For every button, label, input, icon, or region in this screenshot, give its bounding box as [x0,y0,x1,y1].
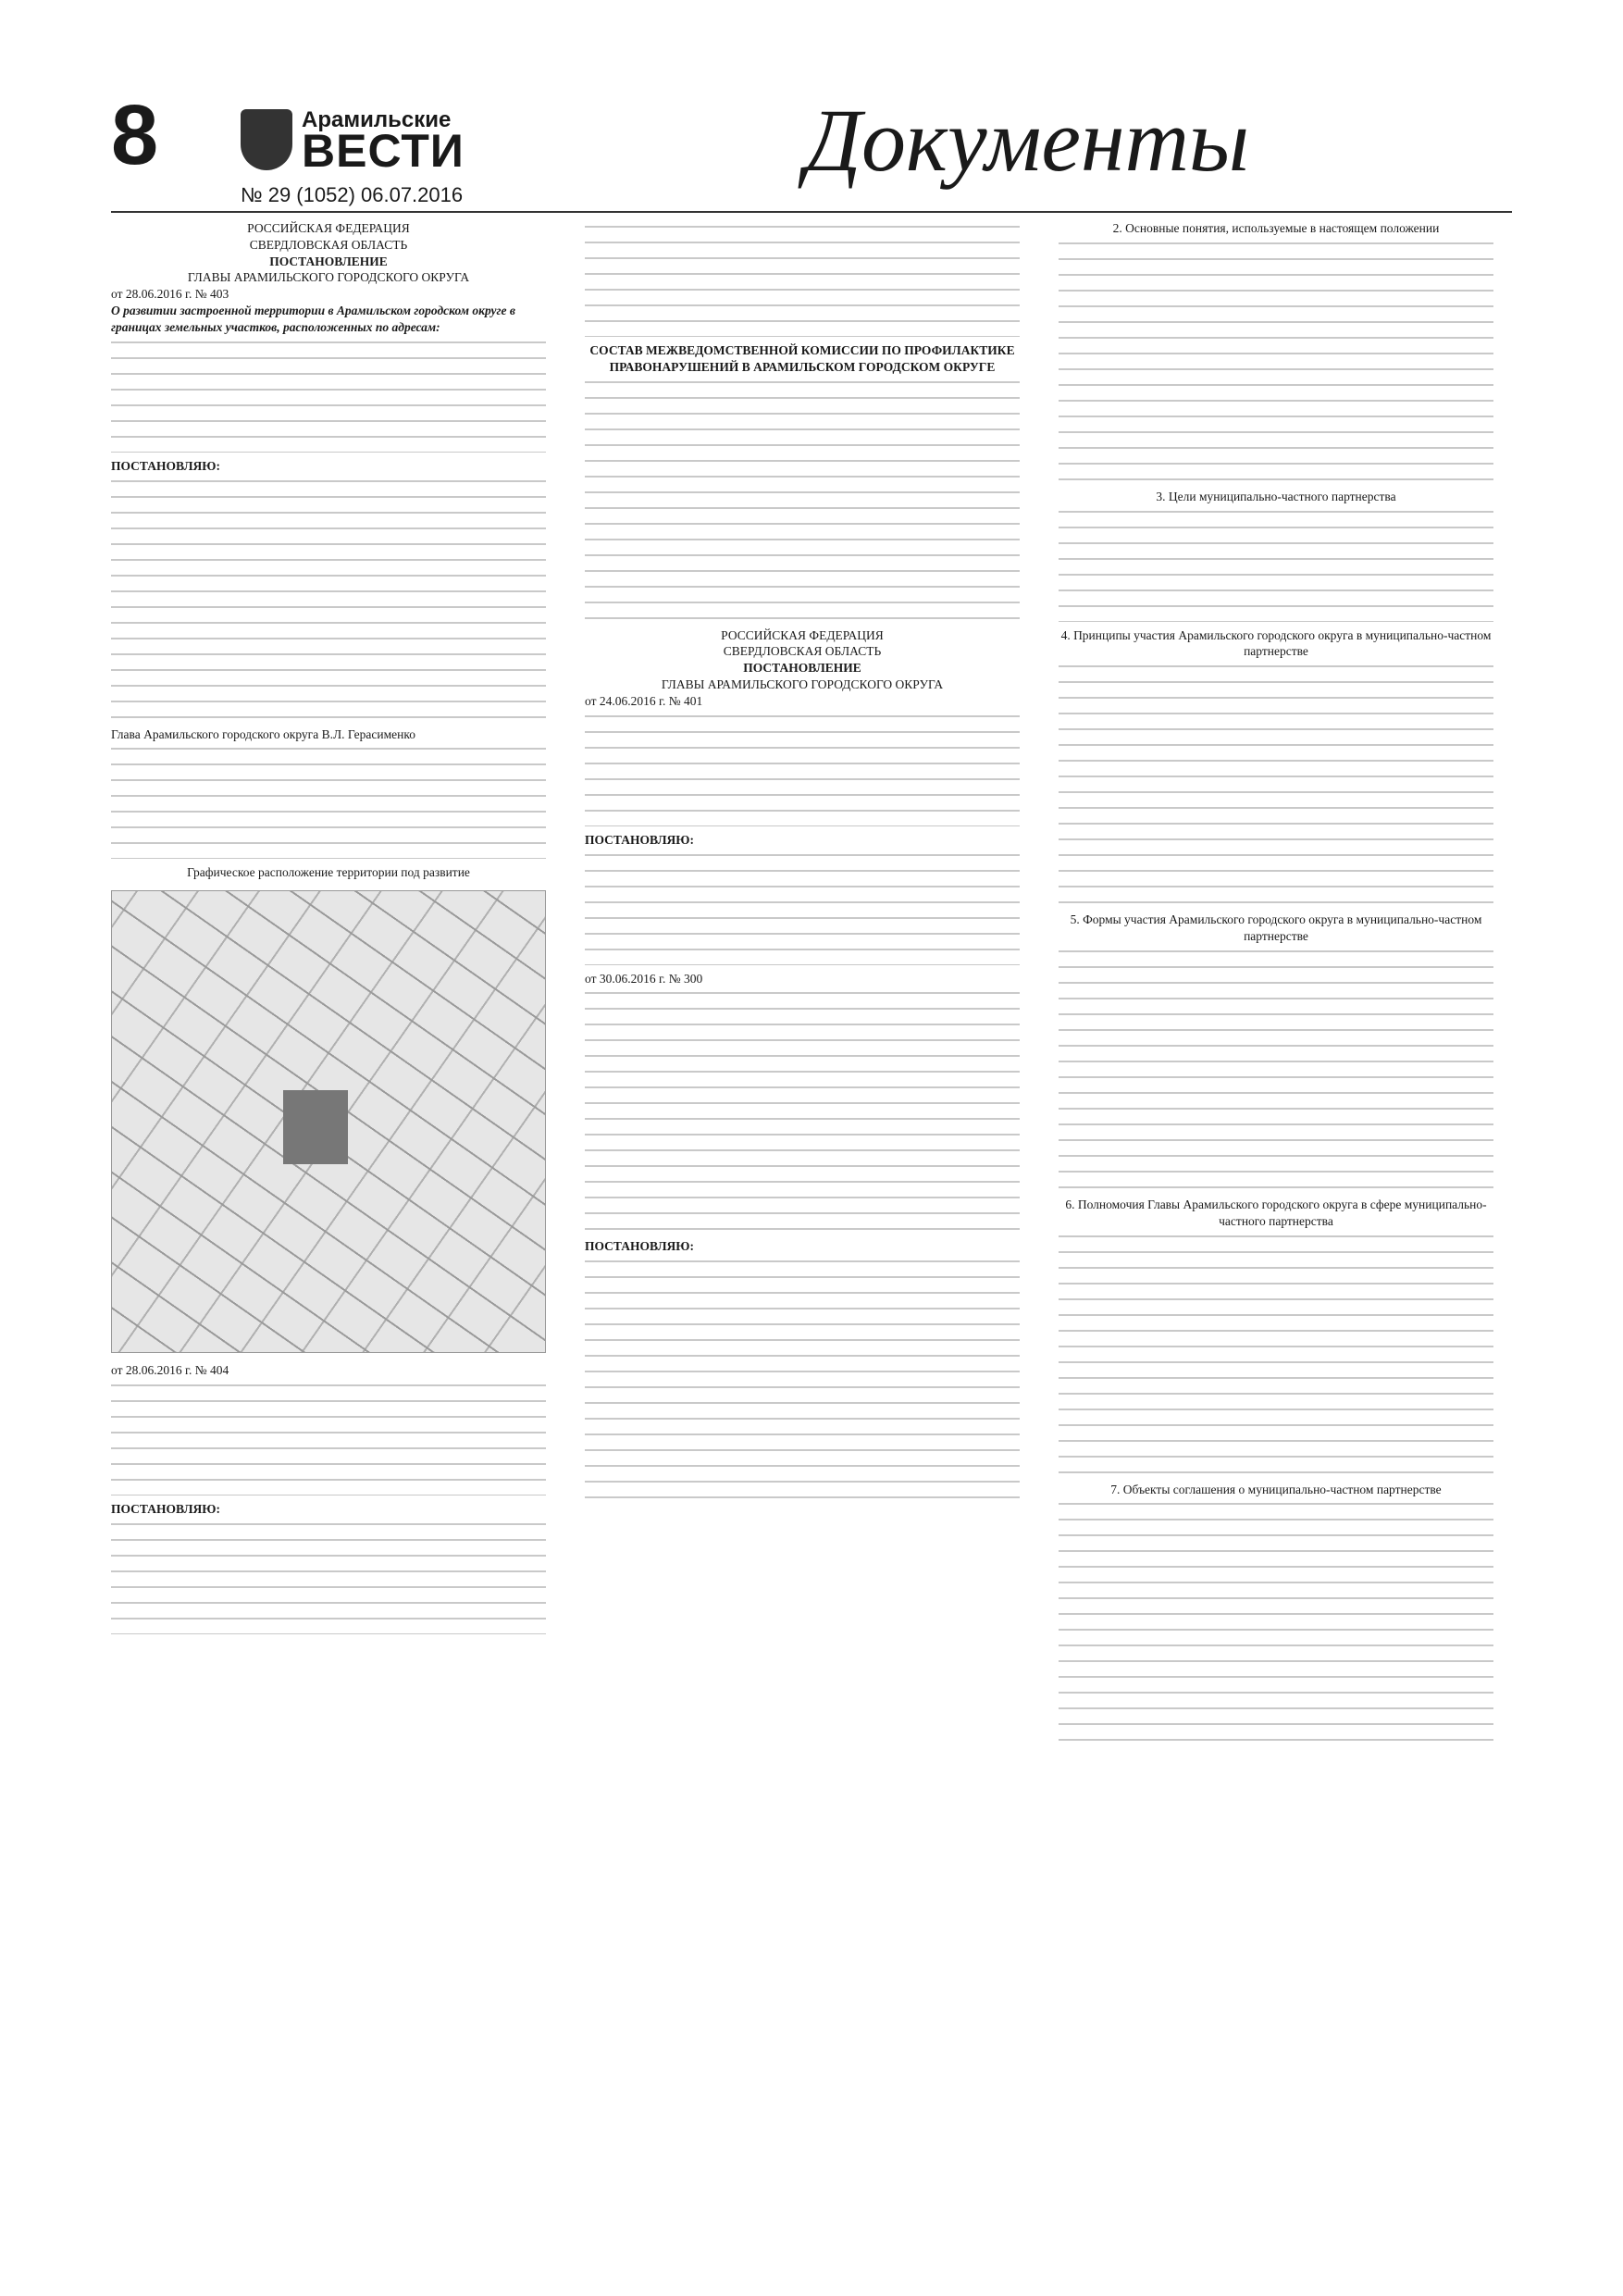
text-block [111,1523,546,1634]
text-block [585,854,1020,965]
heading-doc-type: ПОСТАНОВЛЕНИЕ [743,661,861,676]
text-block [111,341,546,453]
text-block [111,748,546,859]
logo-small-text: Арамильские [302,107,452,132]
text-block [585,226,1020,337]
text-block [1059,1503,1493,1744]
heading-doc-type: ПОСТАНОВЛЕНИЕ [269,254,388,268]
text-block [585,715,1020,826]
doc-date: от 28.06.2016 г. № 403 [111,287,229,302]
heading-issuer: ГЛАВЫ АРАМИЛЬСКОГО ГОРОДСКОГО ОКРУГА [661,677,944,692]
text-block [1059,665,1493,906]
newspaper-logo [241,100,465,183]
header-rule [111,211,1512,213]
text-block [1059,950,1493,1191]
map-site-marker [283,1090,348,1164]
section-heading: 4. Принципы участия Арамильского городского округа в муниципально-частном партнерстве [1060,627,1492,659]
heading-country: РОССИЙСКАЯ ФЕДЕРАЦИЯ [247,221,410,235]
issue-number: № 29 (1052) 06.07.2016 [241,183,464,206]
text-block [111,480,546,721]
doc-title: О развитии застроенной территории в Арамильском городском округе в границах земельных участков, расположенных по адресам: [111,304,515,334]
text-block [1059,1235,1493,1476]
text-block [585,1260,1020,1501]
section-heading: 5. Формы участия Арамильского городского округа в муниципально-частном партнерстве [1070,912,1482,944]
column-1 [111,220,546,1640]
doc-date: от 28.06.2016 г. № 404 [111,1363,229,1378]
text-block [1059,511,1493,622]
heading-issuer: ГЛАВЫ АРАМИЛЬСКОГО ГОРОДСКОГО ОКРУГА [187,270,470,285]
map-caption: Графическое расположение территории под развитие [187,865,470,880]
section-title: Документы [804,91,1249,190]
text-block [585,381,1020,622]
text-block [1059,242,1493,483]
heading-region: СВЕРДЛОВСКАЯ ОБЛАСТЬ [249,237,408,252]
section-heading: 6. Полномочия Главы Арамильского городского округа в сфере муниципально-частного партнерства [1065,1197,1487,1228]
doc-date: от 30.06.2016 г. № 300 [585,971,703,986]
coat-of-arms-icon [241,109,292,170]
decree-label: ПОСТАНОВЛЯЮ: [111,1501,220,1516]
section-heading: 2. Основные понятия, используемые в настоящем положении [1112,221,1440,235]
heading-region: СВЕРДЛОВСКАЯ ОБЛАСТЬ [723,644,882,659]
text-block [585,992,1020,1233]
column-3 [1059,220,1493,1749]
commission-title: СОСТАВ МЕЖВЕДОМСТВЕННОЙ КОМИССИИ ПО ПРОФИЛАКТИКЕ ПРАВОНАРУШЕНИЙ В АРАМИЛЬСКОМ ГОРОДСКОМ ОКРУГЕ [589,343,1015,374]
page-number: 8 [111,88,159,182]
text-block [111,1384,546,1496]
decree-label: ПОСТАНОВЛЯЮ: [111,458,220,473]
section-heading: 7. Объекты соглашения о муниципально-частном партнерстве [1110,1482,1442,1496]
decree-label: ПОСТАНОВЛЯЮ: [585,832,694,847]
section-heading: 3. Цели муниципально-частного партнерства [1156,489,1396,503]
doc-date: от 24.06.2016 г. № 401 [585,693,703,708]
logo-big-text: ВЕСТИ [302,125,465,177]
decree-label: ПОСТАНОВЛЯЮ: [585,1239,694,1254]
cadastral-map [111,890,546,1353]
heading-country: РОССИЙСКАЯ ФЕДЕРАЦИЯ [721,627,884,642]
masthead [111,88,1249,206]
column-2 [585,220,1020,1507]
signature: Глава Арамильского городского округа В.Л. Герасименко [111,726,415,741]
